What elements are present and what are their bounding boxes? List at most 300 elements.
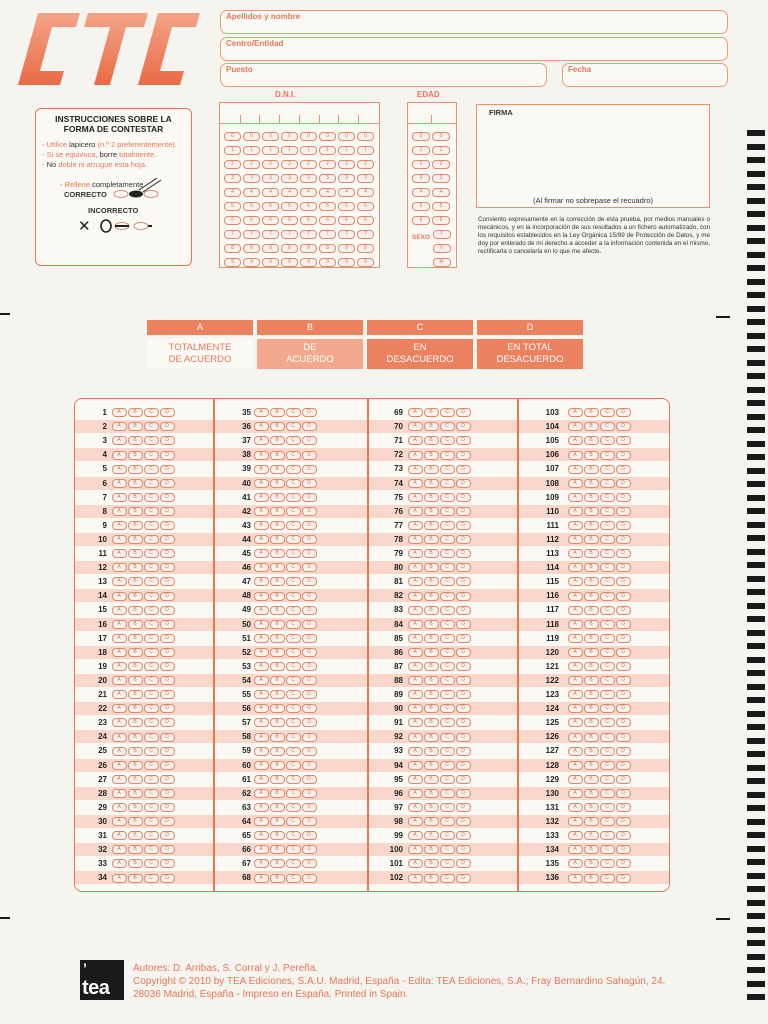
answer-bubble-a[interactable]: A xyxy=(112,436,127,445)
answer-bubble-d[interactable]: D xyxy=(302,733,317,742)
dni-bubble[interactable]: 4 xyxy=(300,188,317,197)
dni-bubble[interactable]: 4 xyxy=(224,188,241,197)
answer-bubble-d[interactable]: D xyxy=(616,479,631,488)
answer-bubble-a[interactable]: A xyxy=(112,718,127,727)
answer-bubble-d[interactable]: D xyxy=(456,507,471,516)
answer-bubble-b[interactable]: B xyxy=(584,775,599,784)
answer-bubble-a[interactable]: A xyxy=(254,733,269,742)
dni-bubble[interactable]: 0 xyxy=(319,132,336,141)
answer-bubble-c[interactable]: C xyxy=(286,817,301,826)
dni-bubble[interactable]: 9 xyxy=(281,258,298,267)
answer-bubble-b[interactable]: B xyxy=(584,493,599,502)
answer-bubble-b[interactable]: B xyxy=(128,859,143,868)
apellidos-field[interactable] xyxy=(220,10,728,34)
dni-bubble[interactable]: 7 xyxy=(224,230,241,239)
answer-bubble-c[interactable]: C xyxy=(286,493,301,502)
answer-bubble-c[interactable]: C xyxy=(286,775,301,784)
answer-bubble-a[interactable]: A xyxy=(112,507,127,516)
dni-bubble[interactable]: 9 xyxy=(319,258,336,267)
answer-bubble-c[interactable]: C xyxy=(600,676,615,685)
answer-bubble-c[interactable]: C xyxy=(286,676,301,685)
answer-bubble-d[interactable]: D xyxy=(302,563,317,572)
answer-bubble-d[interactable]: D xyxy=(616,436,631,445)
answer-bubble-d[interactable]: D xyxy=(616,747,631,756)
answer-bubble-c[interactable]: C xyxy=(144,606,159,615)
answer-bubble-a[interactable]: A xyxy=(254,422,269,431)
answer-bubble-c[interactable]: C xyxy=(440,479,455,488)
answer-bubble-b[interactable]: B xyxy=(128,831,143,840)
answer-bubble-c[interactable]: C xyxy=(600,479,615,488)
answer-bubble-a[interactable]: A xyxy=(568,747,583,756)
answer-bubble-d[interactable]: D xyxy=(616,831,631,840)
dni-bubble[interactable]: 4 xyxy=(357,188,374,197)
answer-bubble-a[interactable]: A xyxy=(568,479,583,488)
answer-bubble-a[interactable]: A xyxy=(568,817,583,826)
answer-bubble-d[interactable]: D xyxy=(160,620,175,629)
answer-bubble-c[interactable]: C xyxy=(440,859,455,868)
answer-bubble-c[interactable]: C xyxy=(286,507,301,516)
answer-bubble-c[interactable]: C xyxy=(440,803,455,812)
answer-bubble-d[interactable]: D xyxy=(302,817,317,826)
answer-bubble-b[interactable]: B xyxy=(270,831,285,840)
answer-bubble-a[interactable]: A xyxy=(254,718,269,727)
answer-bubble-a[interactable]: A xyxy=(408,803,423,812)
answer-bubble-d[interactable]: D xyxy=(456,648,471,657)
answer-bubble-d[interactable]: D xyxy=(616,451,631,460)
answer-bubble-c[interactable]: C xyxy=(286,831,301,840)
answer-bubble-c[interactable]: C xyxy=(144,549,159,558)
answer-bubble-a[interactable]: A xyxy=(408,620,423,629)
answer-bubble-b[interactable]: B xyxy=(270,620,285,629)
answer-bubble-b[interactable]: B xyxy=(584,422,599,431)
answer-bubble-c[interactable]: C xyxy=(286,535,301,544)
dni-bubble[interactable]: 3 xyxy=(224,174,241,183)
answer-bubble-a[interactable]: A xyxy=(408,733,423,742)
answer-bubble-a[interactable]: A xyxy=(112,662,127,671)
answer-bubble-c[interactable]: C xyxy=(144,620,159,629)
answer-bubble-b[interactable]: B xyxy=(128,408,143,417)
answer-bubble-c[interactable]: C xyxy=(286,465,301,474)
answer-bubble-d[interactable]: D xyxy=(302,408,317,417)
answer-bubble-d[interactable]: D xyxy=(456,535,471,544)
answer-bubble-c[interactable]: C xyxy=(144,436,159,445)
answer-bubble-c[interactable]: C xyxy=(286,718,301,727)
dni-bubble[interactable]: 0 xyxy=(262,132,279,141)
answer-bubble-d[interactable]: D xyxy=(616,859,631,868)
answer-bubble-d[interactable]: D xyxy=(160,761,175,770)
answer-bubble-b[interactable]: B xyxy=(270,704,285,713)
answer-bubble-a[interactable]: A xyxy=(408,718,423,727)
answer-bubble-b[interactable]: B xyxy=(584,436,599,445)
answer-bubble-b[interactable]: B xyxy=(128,676,143,685)
answer-bubble-a[interactable]: A xyxy=(254,535,269,544)
answer-bubble-d[interactable]: D xyxy=(616,648,631,657)
answer-bubble-b[interactable]: B xyxy=(424,690,439,699)
dni-bubble[interactable]: 9 xyxy=(300,258,317,267)
answer-bubble-d[interactable]: D xyxy=(456,493,471,502)
answer-bubble-b[interactable]: B xyxy=(270,422,285,431)
answer-bubble-b[interactable]: B xyxy=(270,592,285,601)
answer-bubble-c[interactable]: C xyxy=(600,422,615,431)
answer-bubble-b[interactable]: B xyxy=(584,606,599,615)
answer-bubble-d[interactable]: D xyxy=(160,563,175,572)
answer-bubble-a[interactable]: A xyxy=(568,465,583,474)
answer-bubble-c[interactable]: C xyxy=(144,493,159,502)
answer-bubble-a[interactable]: A xyxy=(408,408,423,417)
edad-bubble[interactable]: 5 xyxy=(412,202,430,211)
answer-bubble-b[interactable]: B xyxy=(424,845,439,854)
answer-bubble-b[interactable]: B xyxy=(584,831,599,840)
answer-bubble-b[interactable]: B xyxy=(584,817,599,826)
answer-bubble-c[interactable]: C xyxy=(144,662,159,671)
answer-bubble-a[interactable]: A xyxy=(254,408,269,417)
answer-bubble-d[interactable]: D xyxy=(616,493,631,502)
answer-bubble-b[interactable]: B xyxy=(128,479,143,488)
answer-bubble-b[interactable]: B xyxy=(128,606,143,615)
answer-bubble-d[interactable]: D xyxy=(616,718,631,727)
answer-bubble-d[interactable]: D xyxy=(302,831,317,840)
dni-bubble[interactable]: 5 xyxy=(262,202,279,211)
answer-bubble-b[interactable]: B xyxy=(584,479,599,488)
answer-bubble-d[interactable]: D xyxy=(302,422,317,431)
answer-bubble-a[interactable]: A xyxy=(408,563,423,572)
answer-bubble-a[interactable]: A xyxy=(254,676,269,685)
answer-bubble-b[interactable]: B xyxy=(424,507,439,516)
answer-bubble-b[interactable]: B xyxy=(270,451,285,460)
answer-bubble-c[interactable]: C xyxy=(286,690,301,699)
answer-bubble-a[interactable]: A xyxy=(568,676,583,685)
answer-bubble-b[interactable]: B xyxy=(270,507,285,516)
edad-bubble[interactable]: 2 xyxy=(412,160,430,169)
answer-bubble-d[interactable]: D xyxy=(456,831,471,840)
answer-bubble-d[interactable]: D xyxy=(160,874,175,883)
answer-bubble-c[interactable]: C xyxy=(440,775,455,784)
answer-bubble-a[interactable]: A xyxy=(408,676,423,685)
answer-bubble-c[interactable]: C xyxy=(144,648,159,657)
answer-bubble-a[interactable]: A xyxy=(568,436,583,445)
answer-bubble-b[interactable]: B xyxy=(270,648,285,657)
answer-bubble-b[interactable]: B xyxy=(128,733,143,742)
answer-bubble-b[interactable]: B xyxy=(270,549,285,558)
answer-bubble-c[interactable]: C xyxy=(440,493,455,502)
answer-bubble-d[interactable]: D xyxy=(302,789,317,798)
answer-bubble-b[interactable]: B xyxy=(424,775,439,784)
answer-bubble-d[interactable]: D xyxy=(456,789,471,798)
answer-bubble-a[interactable]: A xyxy=(254,831,269,840)
answer-bubble-a[interactable]: A xyxy=(254,747,269,756)
answer-bubble-d[interactable]: D xyxy=(616,620,631,629)
answer-bubble-c[interactable]: C xyxy=(600,408,615,417)
answer-bubble-c[interactable]: C xyxy=(286,733,301,742)
answer-bubble-c[interactable]: C xyxy=(440,789,455,798)
answer-bubble-b[interactable]: B xyxy=(424,408,439,417)
answer-bubble-b[interactable]: B xyxy=(424,747,439,756)
answer-bubble-c[interactable]: C xyxy=(440,521,455,530)
answer-bubble-c[interactable]: C xyxy=(600,761,615,770)
dni-bubble[interactable]: 8 xyxy=(281,244,298,253)
answer-bubble-c[interactable]: C xyxy=(286,789,301,798)
answer-bubble-b[interactable]: B xyxy=(128,535,143,544)
answer-bubble-b[interactable]: B xyxy=(128,465,143,474)
answer-bubble-c[interactable]: C xyxy=(144,422,159,431)
answer-bubble-d[interactable]: D xyxy=(302,634,317,643)
answer-bubble-c[interactable]: C xyxy=(286,479,301,488)
answer-bubble-c[interactable]: C xyxy=(440,436,455,445)
answer-bubble-a[interactable]: A xyxy=(254,521,269,530)
answer-bubble-b[interactable]: B xyxy=(128,521,143,530)
answer-bubble-c[interactable]: C xyxy=(440,676,455,685)
answer-bubble-b[interactable]: B xyxy=(270,606,285,615)
answer-bubble-c[interactable]: C xyxy=(286,634,301,643)
dni-bubble[interactable]: 3 xyxy=(300,174,317,183)
answer-bubble-b[interactable]: B xyxy=(424,874,439,883)
answer-bubble-a[interactable]: A xyxy=(112,408,127,417)
answer-bubble-a[interactable]: A xyxy=(112,761,127,770)
answer-bubble-a[interactable]: A xyxy=(408,549,423,558)
answer-bubble-c[interactable]: C xyxy=(600,465,615,474)
answer-bubble-d[interactable]: D xyxy=(302,775,317,784)
answer-bubble-d[interactable]: D xyxy=(302,648,317,657)
answer-bubble-b[interactable]: B xyxy=(270,718,285,727)
answer-bubble-b[interactable]: B xyxy=(424,436,439,445)
edad-bubble[interactable]: 2 xyxy=(432,160,450,169)
answer-bubble-a[interactable]: A xyxy=(112,606,127,615)
dni-bubble[interactable]: 4 xyxy=(338,188,355,197)
answer-bubble-d[interactable]: D xyxy=(616,803,631,812)
dni-bubble[interactable]: 0 xyxy=(281,132,298,141)
answer-bubble-b[interactable]: B xyxy=(270,634,285,643)
answer-bubble-d[interactable]: D xyxy=(456,592,471,601)
answer-bubble-a[interactable]: A xyxy=(254,479,269,488)
answer-bubble-a[interactable]: A xyxy=(112,479,127,488)
answer-bubble-c[interactable]: C xyxy=(440,761,455,770)
answer-bubble-b[interactable]: B xyxy=(424,577,439,586)
answer-bubble-d[interactable]: D xyxy=(456,479,471,488)
answer-bubble-a[interactable]: A xyxy=(408,859,423,868)
answer-bubble-a[interactable]: A xyxy=(568,761,583,770)
dni-bubble[interactable]: 6 xyxy=(338,216,355,225)
answer-bubble-d[interactable]: D xyxy=(456,422,471,431)
answer-bubble-a[interactable]: A xyxy=(112,831,127,840)
answer-bubble-d[interactable]: D xyxy=(616,845,631,854)
answer-bubble-d[interactable]: D xyxy=(302,549,317,558)
answer-bubble-b[interactable]: B xyxy=(584,761,599,770)
dni-bubble[interactable]: 4 xyxy=(319,188,336,197)
answer-bubble-c[interactable]: C xyxy=(600,845,615,854)
answer-bubble-c[interactable]: C xyxy=(600,507,615,516)
dni-bubble[interactable]: 4 xyxy=(243,188,260,197)
answer-bubble-b[interactable]: B xyxy=(584,733,599,742)
answer-bubble-a[interactable]: A xyxy=(568,535,583,544)
answer-bubble-b[interactable]: B xyxy=(424,479,439,488)
answer-bubble-d[interactable]: D xyxy=(456,465,471,474)
answer-bubble-c[interactable]: C xyxy=(600,549,615,558)
answer-bubble-a[interactable]: A xyxy=(568,563,583,572)
edad-bubble[interactable]: 0 xyxy=(412,132,430,141)
answer-bubble-b[interactable]: B xyxy=(270,733,285,742)
edad-bubble[interactable]: 7 xyxy=(433,230,451,239)
answer-bubble-a[interactable]: A xyxy=(568,859,583,868)
answer-bubble-c[interactable]: C xyxy=(600,704,615,713)
answer-bubble-d[interactable]: D xyxy=(456,761,471,770)
answer-bubble-b[interactable]: B xyxy=(270,817,285,826)
answer-bubble-b[interactable]: B xyxy=(128,451,143,460)
edad-bubble[interactable]: 6 xyxy=(432,216,450,225)
answer-bubble-c[interactable]: C xyxy=(144,465,159,474)
edad-bubble[interactable]: 4 xyxy=(432,188,450,197)
answer-bubble-c[interactable]: C xyxy=(600,831,615,840)
edad-bubble[interactable]: 0 xyxy=(432,132,450,141)
answer-bubble-b[interactable]: B xyxy=(270,436,285,445)
answer-bubble-b[interactable]: B xyxy=(128,704,143,713)
answer-bubble-d[interactable]: D xyxy=(160,690,175,699)
answer-bubble-c[interactable]: C xyxy=(440,634,455,643)
answer-bubble-b[interactable]: B xyxy=(424,662,439,671)
dni-bubble[interactable]: 9 xyxy=(224,258,241,267)
dni-bubble[interactable]: 8 xyxy=(224,244,241,253)
answer-bubble-c[interactable]: C xyxy=(600,535,615,544)
answer-bubble-b[interactable]: B xyxy=(584,465,599,474)
answer-bubble-c[interactable]: C xyxy=(600,634,615,643)
answer-bubble-c[interactable]: C xyxy=(144,761,159,770)
answer-bubble-b[interactable]: B xyxy=(424,761,439,770)
answer-bubble-d[interactable]: D xyxy=(616,422,631,431)
answer-bubble-d[interactable]: D xyxy=(456,620,471,629)
answer-bubble-b[interactable]: B xyxy=(270,803,285,812)
answer-bubble-c[interactable]: C xyxy=(144,845,159,854)
answer-bubble-d[interactable]: D xyxy=(302,606,317,615)
answer-bubble-a[interactable]: A xyxy=(568,718,583,727)
answer-bubble-d[interactable]: D xyxy=(456,690,471,699)
answer-bubble-d[interactable]: D xyxy=(456,845,471,854)
answer-bubble-d[interactable]: D xyxy=(456,817,471,826)
answer-bubble-d[interactable]: D xyxy=(302,507,317,516)
answer-bubble-a[interactable]: A xyxy=(254,606,269,615)
dni-bubble[interactable]: 1 xyxy=(357,146,374,155)
answer-bubble-a[interactable]: A xyxy=(112,747,127,756)
answer-bubble-b[interactable]: B xyxy=(424,718,439,727)
answer-bubble-d[interactable]: D xyxy=(160,845,175,854)
answer-bubble-a[interactable]: A xyxy=(112,874,127,883)
answer-bubble-b[interactable]: B xyxy=(584,563,599,572)
dni-bubble[interactable]: 6 xyxy=(319,216,336,225)
answer-bubble-b[interactable]: B xyxy=(584,507,599,516)
answer-bubble-d[interactable]: D xyxy=(456,803,471,812)
answer-bubble-b[interactable]: B xyxy=(270,789,285,798)
answer-bubble-c[interactable]: C xyxy=(440,507,455,516)
answer-bubble-a[interactable]: A xyxy=(408,690,423,699)
answer-bubble-b[interactable]: B xyxy=(270,493,285,502)
dni-bubble[interactable]: 5 xyxy=(338,202,355,211)
answer-bubble-b[interactable]: B xyxy=(584,845,599,854)
answer-bubble-a[interactable]: A xyxy=(568,775,583,784)
answer-bubble-b[interactable]: B xyxy=(128,761,143,770)
answer-bubble-c[interactable]: C xyxy=(440,662,455,671)
dni-bubble[interactable]: 2 xyxy=(243,160,260,169)
dni-bubble[interactable]: 1 xyxy=(319,146,336,155)
dni-bubble[interactable]: 2 xyxy=(224,160,241,169)
answer-bubble-a[interactable]: A xyxy=(112,620,127,629)
answer-bubble-d[interactable]: D xyxy=(616,563,631,572)
answer-bubble-c[interactable]: C xyxy=(144,718,159,727)
answer-bubble-a[interactable]: A xyxy=(408,845,423,854)
answer-bubble-d[interactable]: D xyxy=(616,704,631,713)
answer-bubble-a[interactable]: A xyxy=(568,620,583,629)
dni-bubble[interactable]: 9 xyxy=(338,258,355,267)
answer-bubble-b[interactable]: B xyxy=(584,718,599,727)
answer-bubble-a[interactable]: A xyxy=(568,690,583,699)
answer-bubble-d[interactable]: D xyxy=(456,747,471,756)
answer-bubble-d[interactable]: D xyxy=(616,507,631,516)
answer-bubble-d[interactable]: D xyxy=(160,521,175,530)
answer-bubble-c[interactable]: C xyxy=(144,874,159,883)
answer-bubble-b[interactable]: B xyxy=(424,831,439,840)
answer-bubble-b[interactable]: B xyxy=(128,845,143,854)
answer-bubble-a[interactable]: A xyxy=(568,874,583,883)
answer-bubble-a[interactable]: A xyxy=(568,606,583,615)
answer-bubble-d[interactable]: D xyxy=(456,521,471,530)
answer-bubble-b[interactable]: B xyxy=(584,451,599,460)
answer-bubble-c[interactable]: C xyxy=(440,718,455,727)
answer-bubble-a[interactable]: A xyxy=(254,507,269,516)
answer-bubble-d[interactable]: D xyxy=(616,761,631,770)
answer-bubble-c[interactable]: C xyxy=(144,817,159,826)
answer-bubble-c[interactable]: C xyxy=(600,859,615,868)
dni-bubble[interactable]: 8 xyxy=(300,244,317,253)
answer-bubble-b[interactable]: B xyxy=(128,634,143,643)
dni-bubble[interactable]: 7 xyxy=(243,230,260,239)
answer-bubble-a[interactable]: A xyxy=(568,422,583,431)
answer-bubble-a[interactable]: A xyxy=(408,789,423,798)
answer-bubble-d[interactable]: D xyxy=(616,577,631,586)
answer-bubble-b[interactable]: B xyxy=(128,422,143,431)
dni-bubble[interactable]: 0 xyxy=(338,132,355,141)
answer-bubble-b[interactable]: B xyxy=(128,577,143,586)
dni-bubble[interactable]: 1 xyxy=(281,146,298,155)
answer-bubble-c[interactable]: C xyxy=(144,859,159,868)
answer-bubble-a[interactable]: A xyxy=(254,577,269,586)
answer-bubble-a[interactable]: A xyxy=(568,577,583,586)
answer-bubble-b[interactable]: B xyxy=(128,803,143,812)
answer-bubble-a[interactable]: A xyxy=(568,549,583,558)
edad-bubble[interactable]: 6 xyxy=(412,216,430,225)
answer-bubble-a[interactable]: A xyxy=(112,563,127,572)
answer-bubble-a[interactable]: A xyxy=(568,451,583,460)
answer-bubble-a[interactable]: A xyxy=(408,535,423,544)
edad-bubble[interactable]: 3 xyxy=(432,174,450,183)
answer-bubble-d[interactable]: D xyxy=(302,761,317,770)
answer-bubble-b[interactable]: B xyxy=(270,775,285,784)
answer-bubble-c[interactable]: C xyxy=(286,577,301,586)
answer-bubble-c[interactable]: C xyxy=(144,535,159,544)
answer-bubble-a[interactable]: A xyxy=(408,465,423,474)
answer-bubble-a[interactable]: A xyxy=(112,690,127,699)
answer-bubble-d[interactable]: D xyxy=(456,606,471,615)
answer-bubble-b[interactable]: B xyxy=(424,859,439,868)
dni-bubble[interactable]: 6 xyxy=(262,216,279,225)
answer-bubble-d[interactable]: D xyxy=(160,648,175,657)
dni-bubble[interactable]: 3 xyxy=(338,174,355,183)
dni-bubble[interactable]: 0 xyxy=(357,132,374,141)
dni-bubble[interactable]: 9 xyxy=(357,258,374,267)
answer-bubble-a[interactable]: A xyxy=(568,507,583,516)
answer-bubble-b[interactable]: B xyxy=(270,479,285,488)
answer-bubble-b[interactable]: B xyxy=(270,761,285,770)
answer-bubble-b[interactable]: B xyxy=(128,648,143,657)
answer-bubble-c[interactable]: C xyxy=(440,563,455,572)
answer-bubble-d[interactable]: D xyxy=(616,408,631,417)
dni-bubble[interactable]: 1 xyxy=(224,146,241,155)
